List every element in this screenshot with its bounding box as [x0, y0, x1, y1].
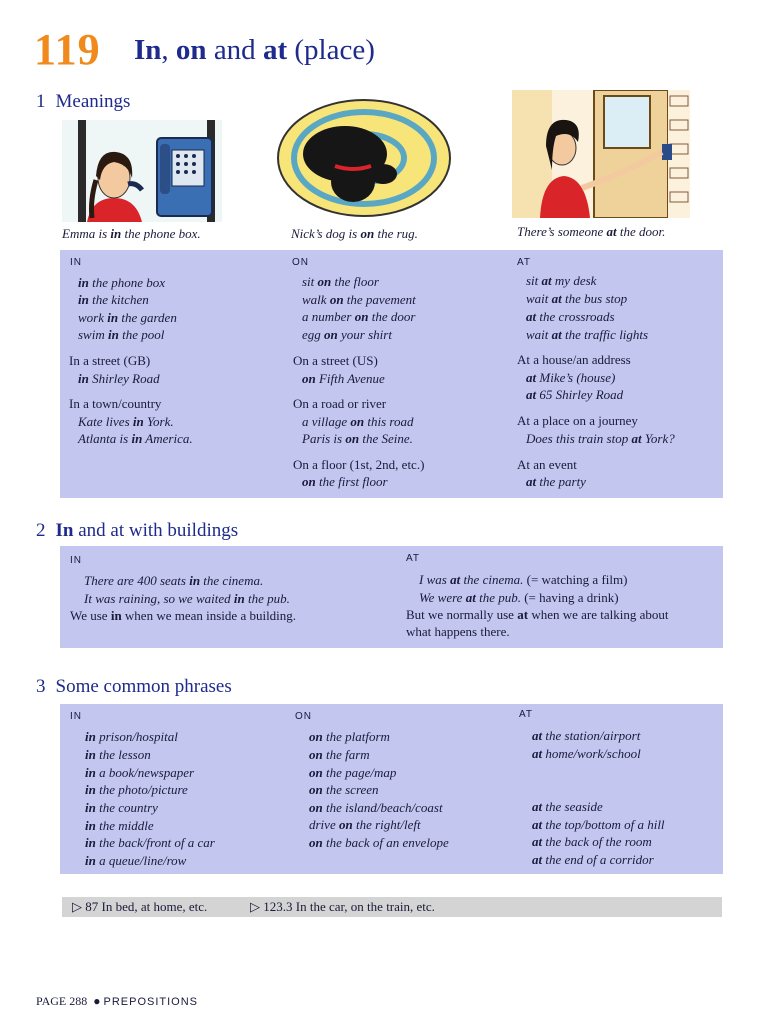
usage-heading: In a street (GB) — [69, 353, 151, 368]
usage-heading: On a road or river — [293, 396, 387, 411]
example-line: swim in the pool — [78, 327, 165, 342]
page-footer: PAGE 288 ● PREPOSITIONS — [36, 994, 199, 1008]
column-head-at: AT — [406, 553, 421, 564]
example-line: sit at my desk — [526, 273, 597, 288]
phrase-line: at the back of the room — [532, 834, 652, 849]
section-3-heading: 3 Some common phrases — [36, 676, 232, 697]
example-line: at 65 Shirley Road — [526, 387, 624, 402]
phone-box-illustration — [62, 120, 222, 222]
example-line: Kate lives in York. — [78, 414, 174, 429]
example-line: Paris is on the Seine. — [302, 431, 413, 446]
example-line: There are 400 seats in the cinema. — [84, 573, 264, 588]
phrase-line: in prison/hospital — [85, 729, 178, 744]
example-line: wait at the bus stop — [526, 291, 628, 306]
phrase-line: on the island/beach/coast — [309, 800, 443, 815]
phrase-line: at the top/bottom of a hill — [532, 817, 665, 832]
caption-door: There’s someone at the door. — [517, 224, 666, 239]
example-line: at Mike’s (house) — [526, 370, 616, 385]
usage-heading: At an event — [517, 457, 577, 472]
example-line: on Fifth Avenue — [302, 371, 385, 386]
column-head-in: IN — [70, 257, 82, 268]
phrase-line: on the platform — [309, 729, 390, 744]
example-line: in the kitchen — [78, 292, 149, 307]
example-line: in Shirley Road — [78, 371, 160, 386]
column-head-on: ON — [295, 711, 312, 722]
phrase-line: in the photo/picture — [85, 782, 188, 797]
example-line: walk on the pavement — [302, 292, 416, 307]
usage-heading: On a floor (1st, 2nd, etc.) — [293, 457, 425, 472]
example-line: We were at the pub. (= having a drink) — [419, 590, 619, 605]
door-illustration — [512, 90, 690, 218]
phrase-line: at the end of a corridor — [532, 852, 654, 867]
phrase-line: in the back/front of a car — [85, 835, 215, 850]
column-head-in: IN — [70, 555, 82, 566]
section-1-heading: 1 Meanings — [36, 91, 131, 112]
example-line: sit on the floor — [302, 274, 379, 289]
phrase-line: in the lesson — [85, 747, 151, 762]
unit-number: 119 — [34, 25, 101, 74]
arrow-right-icon: ▷ — [250, 899, 260, 914]
phrase-line: on the back of an envelope — [309, 835, 449, 850]
phrase-line: on the page/map — [309, 765, 397, 780]
phrase-line: in the middle — [85, 818, 154, 833]
usage-note: what happens there. — [406, 624, 510, 639]
usage-heading: On a street (US) — [293, 353, 378, 368]
usage-note: We use in when we mean inside a building. — [70, 608, 297, 623]
phrase-line: on the farm — [309, 747, 370, 762]
phrase-line: on the screen — [309, 782, 379, 797]
phrase-line: in a book/newspaper — [85, 765, 195, 780]
column-head-at: AT — [519, 709, 534, 720]
cross-reference-link[interactable]: ▷ 87 In bed, at home, etc. — [72, 899, 208, 914]
example-line: egg on your shirt — [302, 327, 392, 342]
example-line: It was raining, so we waited in the pub. — [84, 591, 290, 606]
example-line: wait at the traffic lights — [526, 327, 649, 342]
column-head-in: IN — [70, 711, 82, 722]
phrase-line: drive on the right/left — [309, 817, 421, 832]
phrase-line: at the station/airport — [532, 728, 641, 743]
example-line: at the crossroads — [526, 309, 615, 324]
example-line: Atlanta is in America. — [78, 431, 193, 446]
example-line: a number on the door — [302, 309, 416, 324]
usage-heading: At a house/an address — [517, 352, 631, 367]
column-head-on: ON — [292, 257, 309, 268]
caption-rug: Nick’s dog is on the rug. — [291, 226, 418, 241]
example-line: in the phone box — [78, 275, 166, 290]
cross-reference-link[interactable]: ▷ 123.3 In the car, on the train, etc. — [250, 899, 435, 914]
arrow-right-icon: ▷ — [72, 899, 82, 914]
usage-heading: In a town/country — [69, 396, 162, 411]
example-line: I was at the cinema. (= watching a film) — [419, 572, 628, 587]
example-line: Does this train stop at York? — [526, 431, 675, 446]
example-line: on the first floor — [302, 474, 388, 489]
phrase-line: in the country — [85, 800, 158, 815]
phrase-line: in a queue/line/row — [85, 853, 187, 868]
bullet-icon: ● — [93, 994, 101, 1008]
usage-heading: At a place on a journey — [517, 413, 638, 428]
phrase-line: at home/work/school — [532, 746, 641, 761]
column-head-at: AT — [517, 257, 532, 268]
unit-title: In, on and at (place) — [134, 34, 375, 66]
caption-phone-box: Emma is in the phone box. — [62, 226, 201, 241]
example-line: at the party — [526, 474, 586, 489]
example-line: a village on this road — [302, 414, 414, 429]
dog-on-rug-illustration — [275, 96, 453, 220]
phrase-line: at the seaside — [532, 799, 603, 814]
usage-note: But we normally use at when we are talking about — [406, 607, 669, 622]
section-2-heading: 2 In and at with buildings — [36, 520, 239, 541]
example-line: work in the garden — [78, 310, 177, 325]
